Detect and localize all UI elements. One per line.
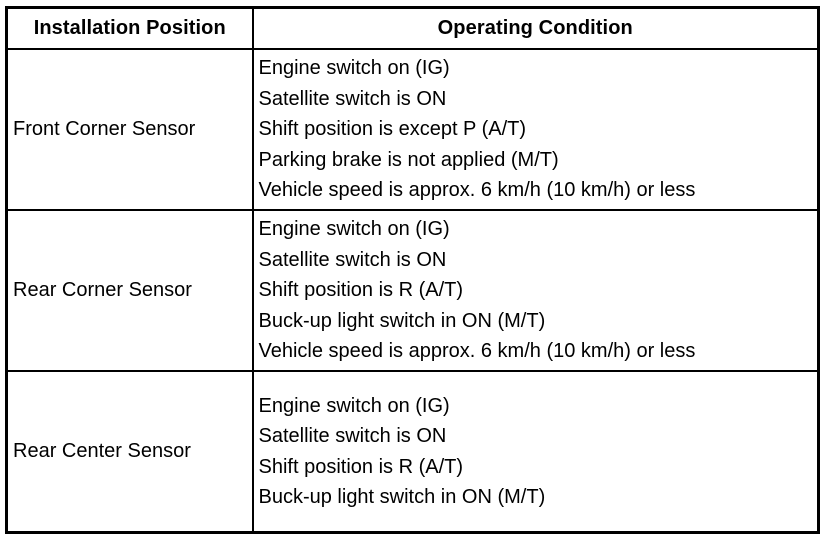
condition-list <box>259 391 818 513</box>
table-header <box>7 8 819 50</box>
condition-item: Engine switch on (IG) <box>258 218 450 241</box>
condition-item: Satellite switch is ON <box>258 425 447 447</box>
operating-condition-table <box>5 6 820 534</box>
header-installation-position: Installation Position <box>7 8 253 50</box>
operating-condition-cell <box>253 371 819 533</box>
condition-item: Shift position is R (A/T) <box>258 455 464 478</box>
operating-condition-cell <box>253 49 819 210</box>
condition-item: Parking brake is not applied (M/T) <box>258 148 559 171</box>
condition-item: Shift position is except P (A/T) <box>258 118 527 141</box>
condition-item: Vehicle speed is approx. 6 km/h (10 km/h) or less <box>258 179 696 202</box>
condition-list <box>259 214 818 367</box>
condition-item: Engine switch on (IG) <box>258 57 450 80</box>
operating-condition-cell <box>253 210 819 371</box>
condition-item: Satellite switch is ON <box>258 248 447 271</box>
table-body <box>7 49 819 533</box>
condition-item: Satellite switch is ON <box>258 87 447 110</box>
header-operating-condition: Operating Condition <box>253 8 819 50</box>
installation-position-cell: Front Corner Sensor <box>7 49 253 210</box>
condition-item: Buck-up light switch in ON (M/T) <box>258 486 546 508</box>
installation-position-cell: Rear Center Sensor <box>7 371 253 533</box>
condition-item: Vehicle speed is approx. 6 km/h (10 km/h) or less <box>258 340 696 363</box>
condition-item: Shift position is R (A/T) <box>258 279 464 302</box>
installation-position-cell: Rear Corner Sensor <box>7 210 253 371</box>
table-row <box>7 210 819 371</box>
condition-list <box>259 53 818 206</box>
condition-item: Engine switch on (IG) <box>258 394 450 417</box>
table-row <box>7 371 819 533</box>
condition-item: Buck-up light switch in ON (M/T) <box>258 309 546 332</box>
table-row <box>7 49 819 210</box>
header-row <box>7 8 819 50</box>
